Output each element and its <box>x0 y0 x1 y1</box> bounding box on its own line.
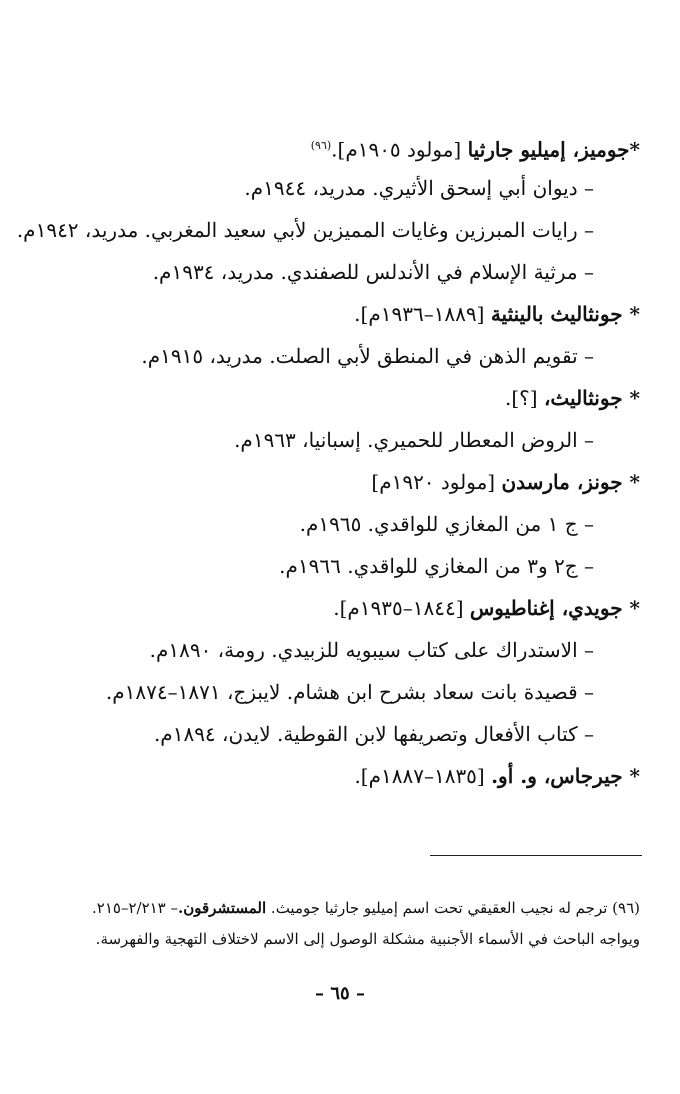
entry-item: – رايات المبرزين وغايات المميزين لأبي سعيد المغربي. مدريد، ١٩٤٢م. <box>16 218 594 242</box>
entry-item: – قصيدة بانت سعاد بشرح ابن هشام. لايبزج، ١٨٧١–١٨٧٤م. <box>105 680 594 704</box>
page-number: – ٦٥ – <box>315 983 365 1004</box>
footnote-tail: – ٢/٢١٣–٢١٥. <box>92 899 179 917</box>
entry-heading <box>354 300 640 328</box>
entry-item: – تقويم الذهن في المنطق لأبي الصلت. مدريد، ١٩١٥م. <box>141 344 594 368</box>
entry-info: [١٨٤٤–١٩٣٥م]. <box>333 596 470 620</box>
entry-heading <box>505 384 640 412</box>
entry-item: – ج ١ من المغازي للواقدي. ١٩٦٥م. <box>299 512 594 536</box>
entry-heading <box>311 132 640 164</box>
footnote-divider <box>430 855 642 856</box>
entry-info: [؟]. <box>505 386 544 410</box>
entry-item: – ديوان أبي إسحق الأثيري. مدريد، ١٩٤٤م. <box>244 176 594 200</box>
footnote-bold: المستشرقون. <box>178 899 267 917</box>
footnote-text: (٩٦) ترجم له نجيب العقيقي تحت اسم إميليو جارثيا جوميث. <box>266 899 640 917</box>
footnote-ref: (٩٦) <box>310 139 332 152</box>
entry-heading <box>333 594 640 622</box>
entry-heading <box>354 762 640 790</box>
entry-name: * جونز، مارسدن <box>501 470 640 494</box>
footnote-line-2: ويواجه الباحث في الأسماء الأجنبية مشكلة الوصول إلى الاسم لاختلاف التهجية والفهرسة. <box>95 930 640 948</box>
entry-name: *جوميز، إميليو جارثيا <box>467 137 640 162</box>
footnote-line-1 <box>92 897 640 919</box>
entry-name: * جونثاليث بالينثية <box>490 302 640 326</box>
entry-item: – الاستدراك على كتاب سيبويه للزبيدي. رومة، ١٨٩٠م. <box>149 638 594 662</box>
entry-info: [١٨٨٩–١٩٣٦م]. <box>354 302 491 326</box>
entry-name: * جويدي، إغناطيوس <box>469 596 640 620</box>
entry-item: – ج٢ و٣ من المغازي للواقدي. ١٩٦٦م. <box>279 554 594 578</box>
entry-info: [مولود ١٩٢٠م] <box>371 470 502 494</box>
entry-name: * جيرجاس، و. أو. <box>491 764 640 788</box>
entry-item: – مرثية الإسلام في الأندلس للصفندي. مدريد، ١٩٣٤م. <box>152 260 594 284</box>
entry-name: * جونثاليث، <box>543 386 640 410</box>
entry-info: [١٨٣٥–١٨٨٧م]. <box>354 764 492 788</box>
entry-info: [مولود ١٩٠٥م]. <box>331 137 468 162</box>
entry-item: – كتاب الأفعال وتصريفها لابن القوطية. لايدن، ١٨٩٤م. <box>153 722 594 746</box>
entry-heading <box>371 468 640 496</box>
entry-item: – الروض المعطار للحميري. إسبانيا، ١٩٦٣م. <box>234 428 594 452</box>
